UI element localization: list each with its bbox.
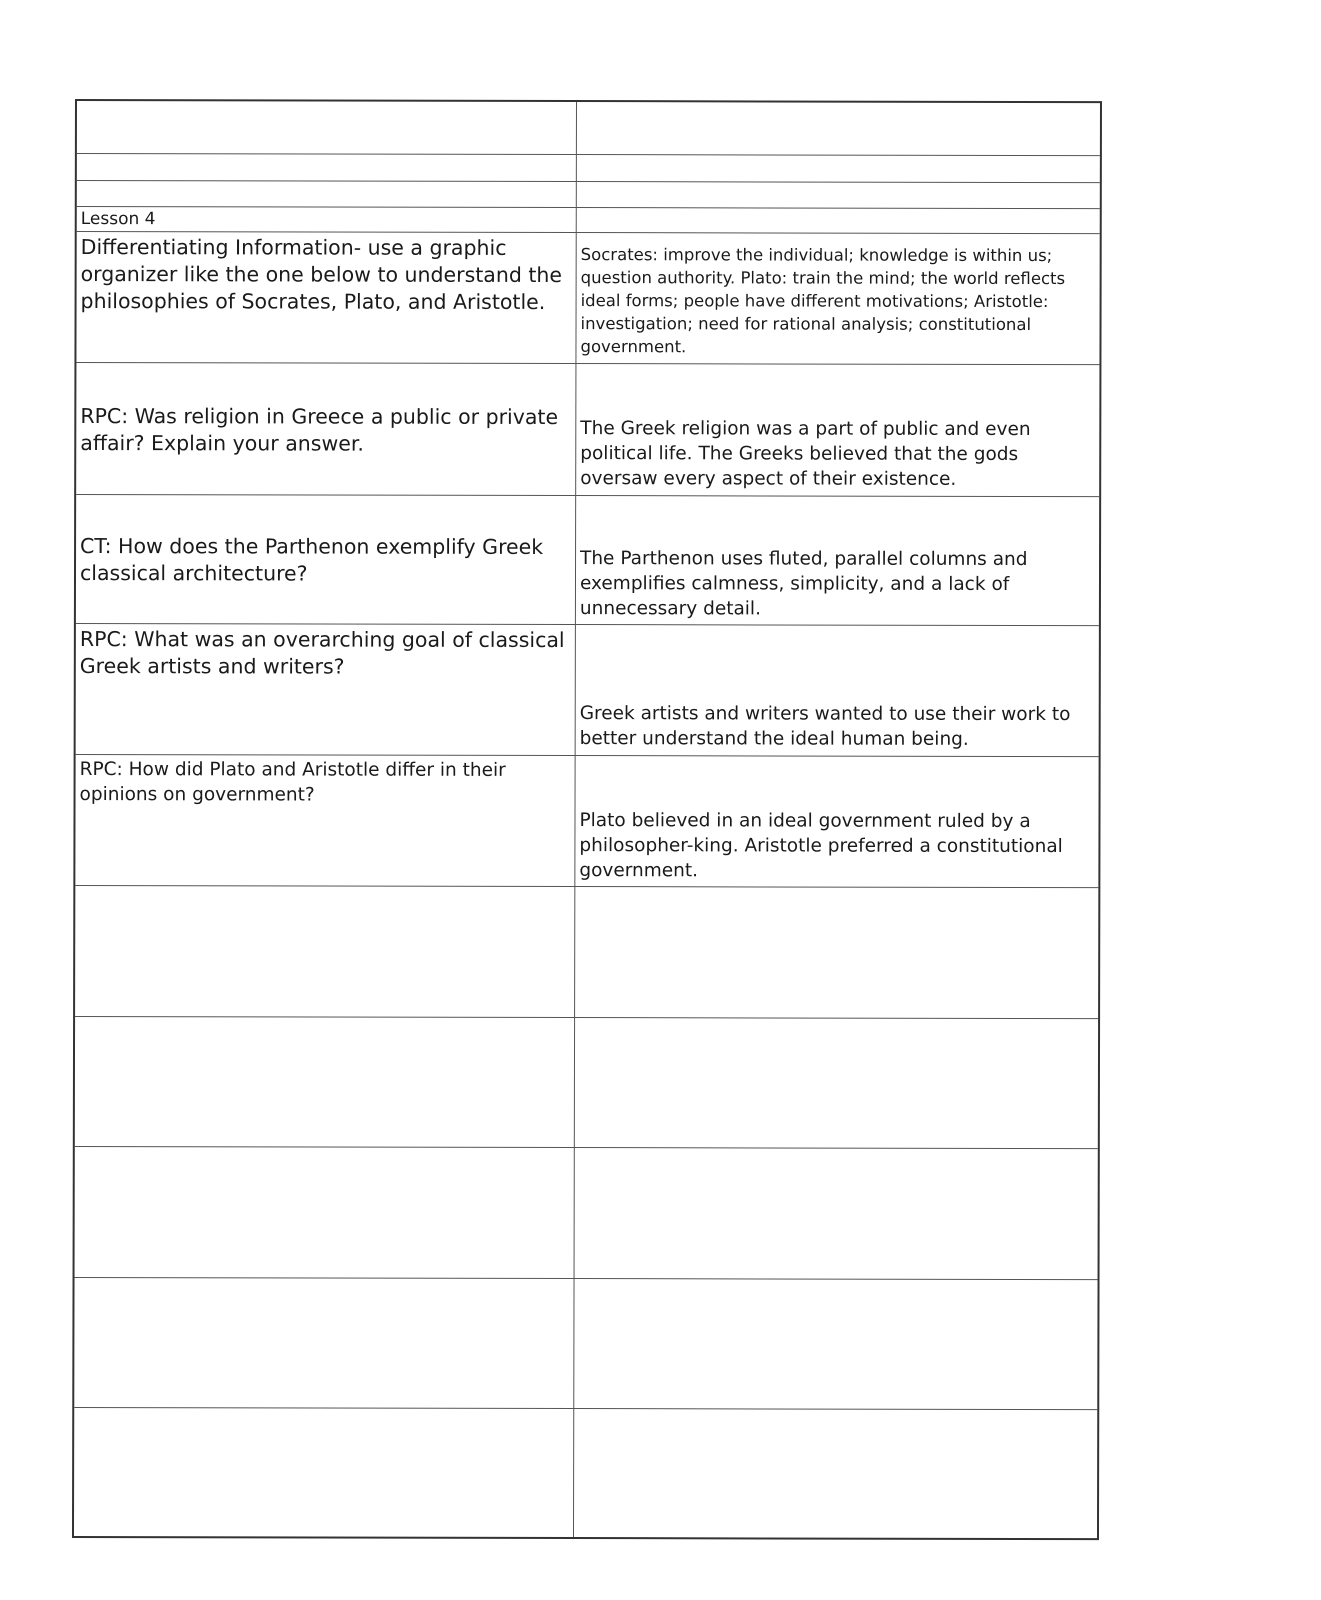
answer-cell: Greek artists and writers wanted to use their work to better understand the ideal human being. <box>579 703 1071 750</box>
question-cell: RPC: What was an overarching goal of classical Greek artists and writers? <box>76 624 576 755</box>
lesson-row <box>77 206 1100 233</box>
blank-row <box>77 101 1100 155</box>
table-row <box>75 754 1098 887</box>
blank-row <box>75 1146 1098 1279</box>
blank-cell <box>575 887 1098 1018</box>
blank-cell <box>575 1148 1098 1279</box>
answer-cell: Plato believed in an ideal government ruled by a philosopher-king. Aristotle preferred a constitutional government. <box>579 810 1063 882</box>
blank-cell <box>77 101 577 154</box>
blank-row <box>75 885 1098 1018</box>
blank-cell <box>577 155 1100 182</box>
blank-cell <box>574 1279 1097 1409</box>
blank-cell <box>77 154 577 181</box>
answer-cell: Socrates: improve the individual; knowledge is within us; question authority. Plato: train the mind; the world reflects ideal forms; people have different motivations; Aristotle: investigation; need for rational analysis; constitutional government. <box>580 245 1066 357</box>
blank-row <box>74 1277 1097 1409</box>
blank-cell <box>74 1408 574 1537</box>
blank-row <box>77 180 1100 208</box>
blank-cell <box>575 1018 1098 1148</box>
blank-cell <box>75 1147 575 1278</box>
lesson-label: Lesson 4 <box>77 207 577 232</box>
blank-row <box>74 1407 1097 1538</box>
answer-cell: The Parthenon uses fluted, parallel columns and exemplifies calmness, simplicity, and a lack of unnecessary detail. <box>579 548 1028 620</box>
blank-cell <box>75 886 575 1017</box>
blank-cell <box>577 208 1100 233</box>
table-row <box>76 231 1099 364</box>
blank-cell <box>574 1409 1097 1538</box>
worksheet-table <box>72 99 1102 1540</box>
table-row <box>76 623 1099 756</box>
question-cell: Differentiating Information- use a graphic organizer like the one below to understand the philosophies of Socrates, Plato, and Aristotle. <box>76 232 576 363</box>
table-row <box>76 362 1099 496</box>
question-cell: RPC: How did Plato and Aristotle differ in their opinions on government? <box>75 755 575 886</box>
blank-cell <box>74 1278 574 1408</box>
blank-cell <box>577 102 1100 155</box>
blank-row <box>75 1016 1098 1148</box>
blank-cell <box>577 182 1100 208</box>
answer-cell: The Greek religion was a part of public and even political life. The Greeks believed that the gods oversaw every aspect of their existence. <box>580 418 1031 490</box>
blank-row <box>77 153 1100 182</box>
blank-cell <box>77 181 577 207</box>
question-cell: CT: How does the Parthenon exemplify Greek classical architecture? <box>76 495 576 624</box>
question-cell: RPC: Was religion in Greece a public or private affair? Explain your answer. <box>76 363 576 495</box>
blank-cell <box>75 1017 575 1147</box>
table-row <box>76 494 1099 625</box>
